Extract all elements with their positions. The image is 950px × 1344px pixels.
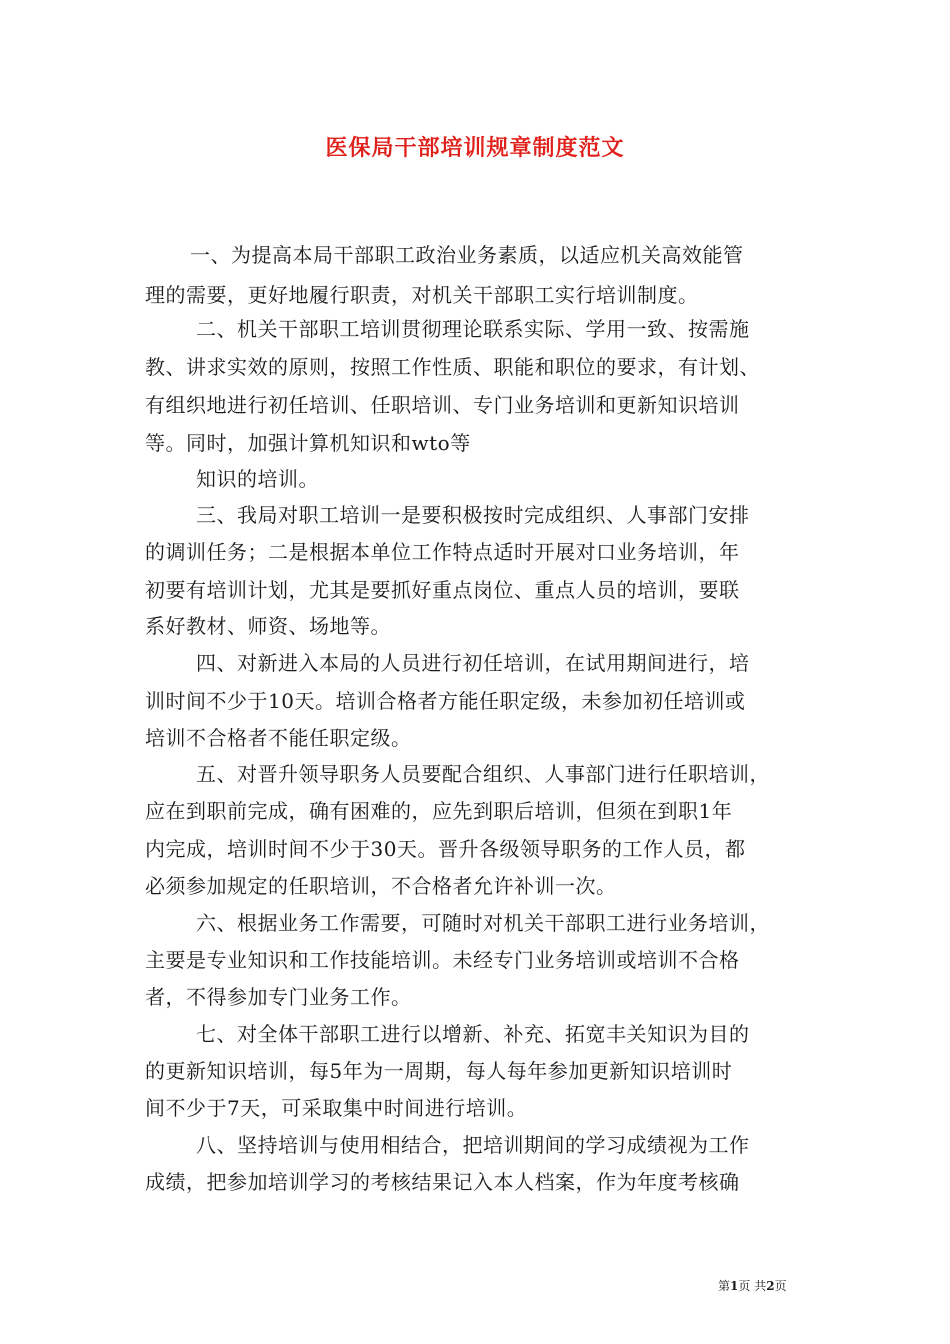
text-line: 知识的培训。 [196,467,319,491]
current-page-number: 1 [730,1279,739,1293]
text-line: 成绩，把参加培训学习的考核结果记入本人档案，作为年度考核确 [145,1170,740,1194]
text-line: 的更新知识培训，每5年为一周期，每人每年参加更新知识培训时 [145,1059,733,1083]
text-line: 八、坚持培训与使用相结合，把培训期间的学习成绩视为工作 [196,1133,750,1157]
page-title: 医保局干部培训规章制度范文 [325,135,625,161]
text-line: 教、讲求实效的原则，按照工作性质、职能和职位的要求，有计划、 [145,355,760,379]
text-line: 内完成，培训时间不少于30天。晋升各级领导职务的工作人员，都 [145,837,746,861]
text-line: 训时间不少于10天。培训合格者方能任职定级，未参加初任培训或 [145,689,746,713]
text-line: 理的需要，更好地履行职责，对机关干部职工实行培训制度。 [145,283,699,307]
text-line: 系好教材、师资、场地等。 [145,614,391,638]
text-line: 六、根据业务工作需要，可随时对机关干部职工进行业务培训， [196,911,770,935]
text-line: 等。同时，加强计算机知识和wto等 [145,431,471,455]
page-footer [718,1278,787,1294]
text-line: 初要有培训计划，尤其是要抓好重点岗位、重点人员的培训，要联 [145,578,740,602]
footer-prefix: 第 [718,1279,731,1293]
footer-middle: 页 共 [738,1279,767,1293]
text-line: 者，不得参加专门业务工作。 [145,985,412,1009]
text-line: 有组织地进行初任培训、任职培训、专门业务培训和更新知识培训 [145,393,740,417]
text-line: 培训不合格者不能任职定级。 [145,726,412,750]
text-line: 的调训任务；二是根据本单位工作特点适时开展对口业务培训，年 [145,540,740,564]
text-line: 五、对晋升领导职务人员要配合组织、人事部门进行任职培训， [196,762,770,786]
text-line: 应在到职前完成，确有困难的，应先到职后培训，但须在到职1年 [145,799,733,823]
text-line: 必须参加规定的任职培训，不合格者允许补训一次。 [145,874,617,898]
text-line: 四、对新进入本局的人员进行初任培训，在试用期间进行，培 [196,651,750,675]
text-line: 七、对全体干部职工进行以增新、补充、拓宽丰关知识为目的 [196,1022,750,1046]
total-pages-number: 2 [766,1279,775,1293]
text-line: 主要是专业知识和工作技能培训。未经专门业务培训或培训不合格 [145,948,740,972]
footer-suffix: 页 [774,1279,787,1293]
text-line: 二、机关干部职工培训贯彻理论联系实际、学用一致、按需施 [196,317,750,341]
text-line: 间不少于7天，可采取集中时间进行培训。 [145,1096,528,1120]
text-line: 三、我局对职工培训一是要积极按时完成组织、人事部门安排 [196,503,750,527]
text-line: 一、为提高本局干部职工政治业务素质，以适应机关高效能管 [190,243,744,267]
